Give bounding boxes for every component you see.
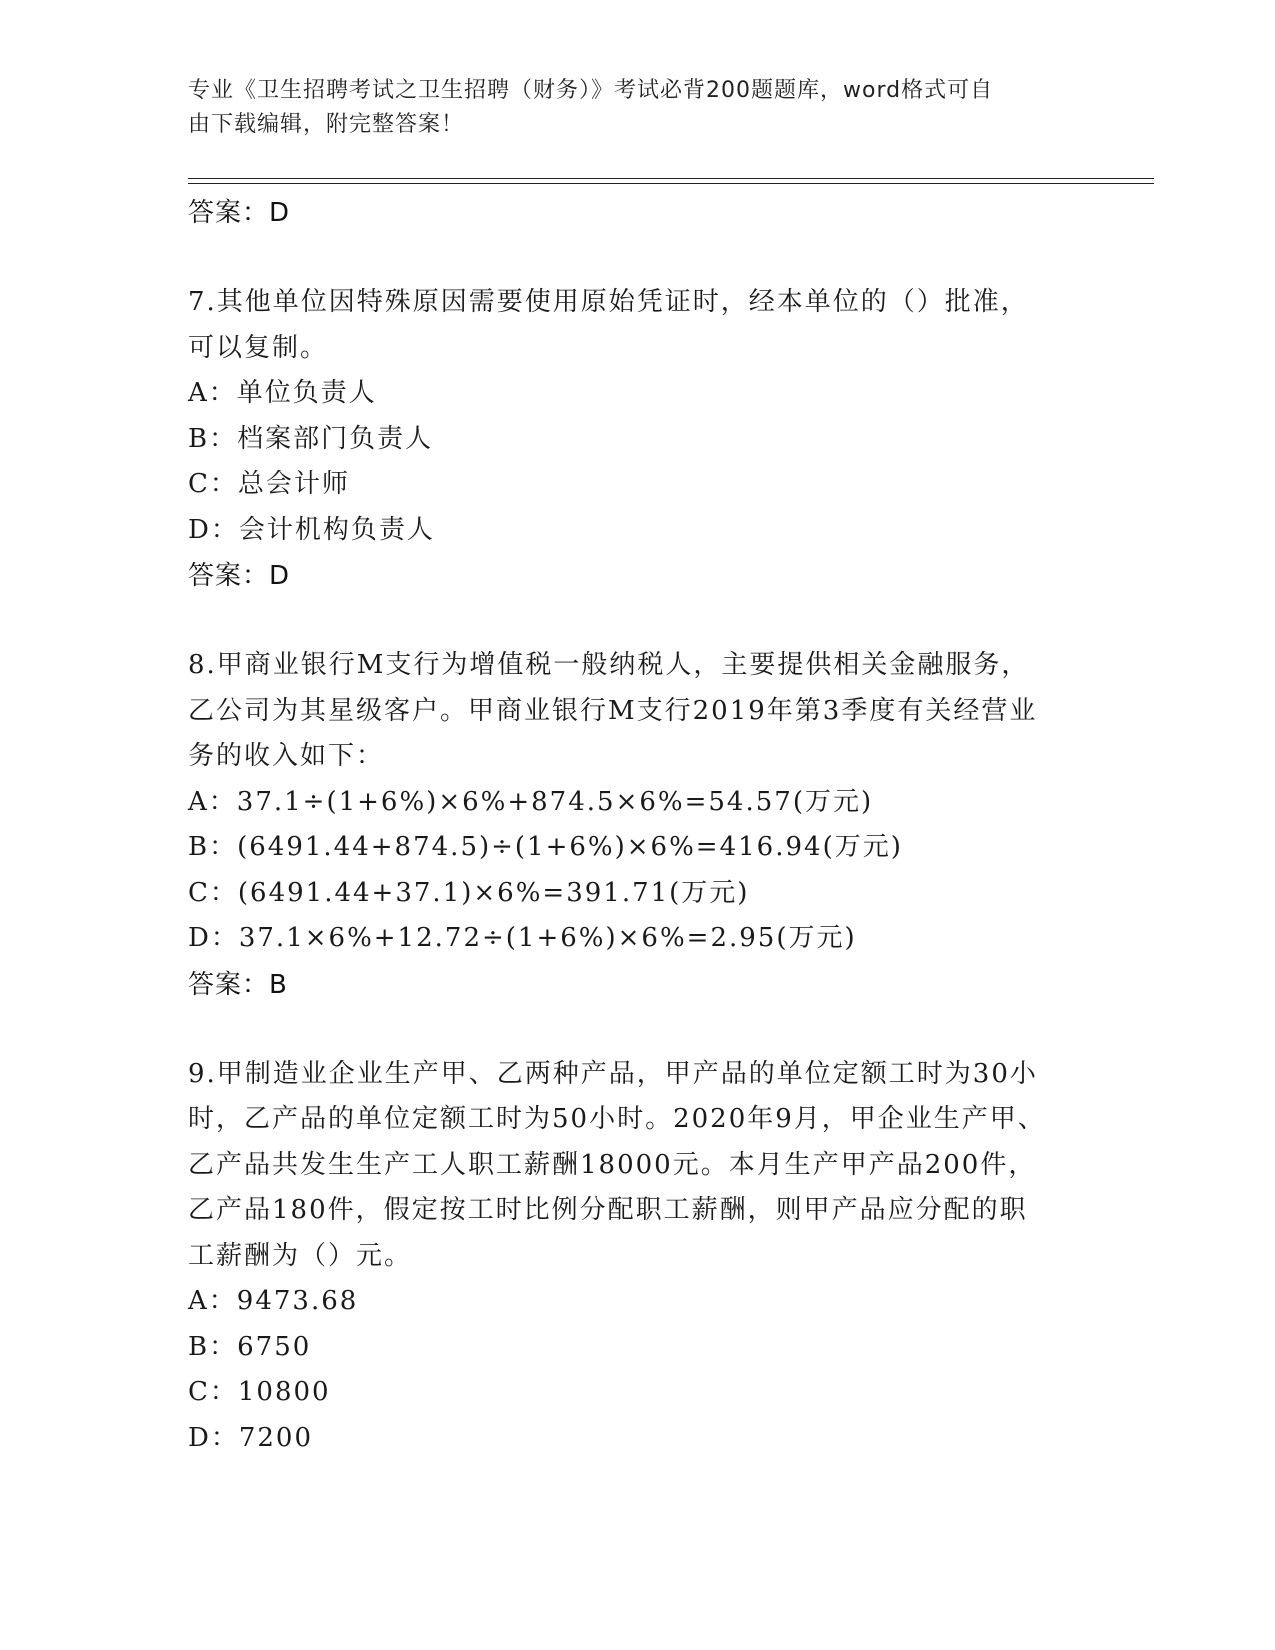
question-8-option-d: D：37.1×6%+12.72÷(1+6%)×6%=2.95(万元) — [188, 923, 857, 953]
header-line-2: 由下载编辑，附完整答案！ — [188, 112, 465, 137]
question-8-option-a: A：37.1÷(1+6%)×6%+874.5×6%=54.57(万元) — [188, 786, 874, 817]
question-9-option-d: D：7200 — [188, 1422, 314, 1453]
answer-q7: 答案：D — [188, 561, 291, 591]
question-7-option-b: B：档案部门负责人 — [188, 423, 434, 454]
question-9-text: 工薪酬为（）元。 — [188, 1240, 413, 1271]
header-rule-bottom — [188, 183, 1154, 184]
question-9-text: 乙产品共发生生产工人职工薪酬18000元。本月生产甲产品200件， — [188, 1149, 1037, 1180]
question-9-text: 乙产品180件，假定按工时比例分配职工薪酬，则甲产品应分配的职 — [188, 1195, 1028, 1225]
question-8-option-b: B：(6491.44+874.5)÷(1+6%)×6%=416.94(万元) — [188, 832, 903, 862]
question-8-text: 8.甲商业银行M支行为增值税一般纳税人，主要提供相关金融服务， — [188, 650, 1030, 680]
question-9-text: 9.甲制造业企业生产甲、乙两种产品，甲产品的单位定额工时为30小 — [188, 1058, 1038, 1089]
question-7-text: 可以复制。 — [188, 332, 329, 363]
question-9 — [188, 1052, 1088, 1462]
question-9-option-a: A：9473.68 — [188, 1286, 359, 1316]
question-7-option-c: C：总会计师 — [188, 469, 350, 499]
spacer — [188, 236, 1088, 280]
question-8-text: 务的收入如下： — [188, 741, 385, 771]
document-header — [188, 74, 1068, 142]
question-7-option-a: A：单位负责人 — [188, 378, 377, 408]
question-8-text: 乙公司为其星级客户。甲商业银行M支行2019年第3季度有关经营业 — [188, 695, 1038, 726]
spacer — [188, 599, 1088, 643]
question-list — [188, 190, 1088, 1461]
question-9-text: 时，乙产品的单位定额工时为50小时。2020年9月，甲企业生产甲、 — [188, 1104, 1046, 1134]
question-8-option-c: C：(6491.44+37.1)×6%=391.71(万元) — [188, 877, 750, 908]
answer-q6: 答案：D — [188, 198, 291, 228]
answer-q8: 答案：B — [188, 969, 288, 1000]
question-7-text: 7.其他单位因特殊原因需要使用原始凭证时，经本单位的（）批准， — [188, 287, 1029, 317]
question-9-option-b: B：6750 — [188, 1331, 312, 1362]
question-7 — [188, 280, 1088, 599]
question-9-option-c: C：10800 — [188, 1377, 331, 1407]
header-rule-top — [188, 178, 1154, 179]
question-8 — [188, 643, 1088, 1008]
question-7-option-d: D：会计机构负责人 — [188, 514, 435, 545]
spacer — [188, 1008, 1088, 1052]
header-line-1: 专业《卫生招聘考试之卫生招聘（财务）》考试必背200题题库，word格式可自 — [188, 78, 994, 103]
